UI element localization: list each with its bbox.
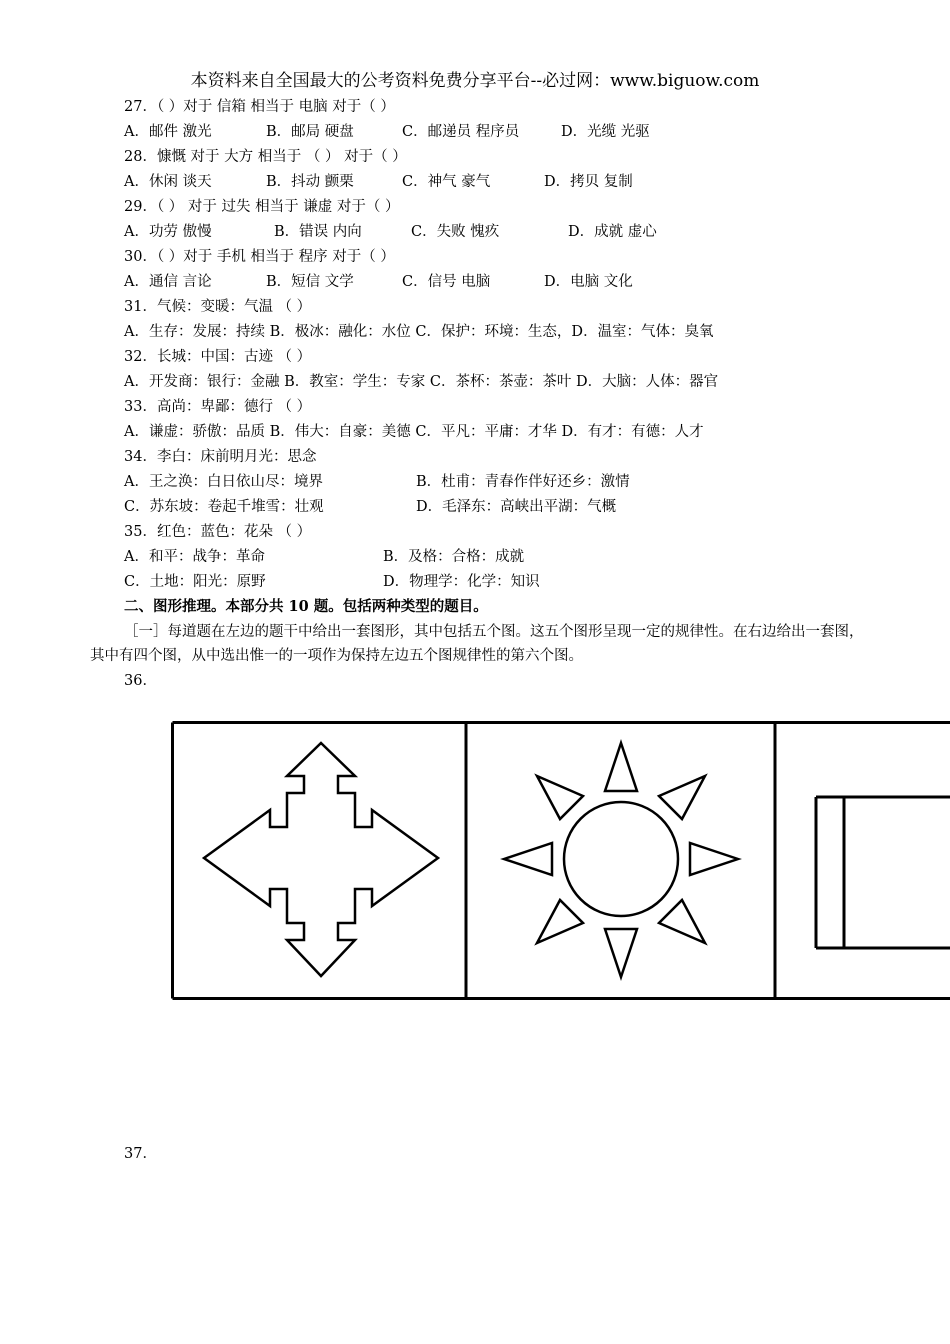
option-a: A．邮件 激光 xyxy=(124,124,212,140)
options-33: A．谦虚：骄傲：品质 B．伟大：自豪：美德 C．平凡：平庸：才华 D．有才：有德：人才 xyxy=(124,424,704,440)
option-d: D．电脑 文化 xyxy=(544,274,633,290)
option-b: B．及格：合格：成就 xyxy=(383,549,525,565)
option-a: A．王之涣：白日依山尽：境界 xyxy=(124,474,323,490)
option-a: A．和平：战争：革命 xyxy=(124,549,265,565)
sun-ray-top-left xyxy=(537,776,583,819)
sun-ray-bottom-left xyxy=(537,900,583,943)
sun-icon xyxy=(504,743,738,977)
option-b: B．短信 文学 xyxy=(266,274,354,290)
question-35: 35．红色：蓝色：花朵 （ ） xyxy=(124,524,312,540)
option-b: B．杜甫：青春作伴好还乡：激情 xyxy=(416,474,630,490)
option-b: B．错误 内向 xyxy=(274,224,362,240)
sun-ray-top-right xyxy=(659,776,705,819)
page-header: 本资料来自全国最大的公考资料免费分享平台--必过网：www.biguow.com xyxy=(190,71,760,91)
question-30: 30．（ ）对于 手机 相当于 程序 对于（ ） xyxy=(124,249,395,265)
options-31: A．生存：发展：持续 B．极冰：融化：水位 C．保护：环境：生态，D．温室：气体：臭氧 xyxy=(124,324,714,340)
option-a: A．通信 言论 xyxy=(124,274,212,290)
option-c: C．土地：阳光：原野 xyxy=(124,574,266,590)
question-36-figure-strip xyxy=(171,721,950,1002)
question-33: 33．高尚：卑鄙：德行 （ ） xyxy=(124,399,312,415)
question-29: 29．（ ） 对于 过失 相当于 谦虚 对于（ ） xyxy=(124,199,400,215)
sun-ray-bottom-right xyxy=(659,900,705,943)
question-28: 28．慷慨 对于 大方 相当于 （ ） 对于（ ） xyxy=(124,149,407,165)
sun-ray-right xyxy=(690,843,738,875)
options-32: A．开发商：银行：金融 B．教室：学生：专家 C．茶杯：茶壶：茶叶 D．大脑：人体：器官 xyxy=(124,374,719,390)
question-32: 32．长城：中国：古迹 （ ） xyxy=(124,349,312,365)
rectangle-shape-icon xyxy=(816,797,950,948)
option-d: D．光缆 光驱 xyxy=(561,124,650,140)
instruction-paragraph: ［一］每道题在左边的题干中给出一套图形，其中包括五个图。这五个图形呈现一定的规律性。在右边给出一套图，其中有四个图，从中选出惟一的一项作为保持左边五个图规律性的第六个图。 xyxy=(90,624,864,664)
option-c: C．信号 电脑 xyxy=(402,274,491,290)
option-a: A．休闲 谈天 xyxy=(124,174,212,190)
option-d: D．成就 虚心 xyxy=(568,224,657,240)
option-d: D．毛泽东：高峡出平湖：气概 xyxy=(416,499,617,515)
option-d: D．物理学：化学：知识 xyxy=(383,574,540,590)
sun-ray-bottom xyxy=(605,929,637,977)
option-b: B．邮局 硬盘 xyxy=(266,124,354,140)
sun-circle xyxy=(564,802,678,916)
question-37-label: 37． xyxy=(124,1146,157,1162)
option-a: A．功劳 傲慢 xyxy=(124,224,212,240)
question-31: 31．气候：变暖：气温 （ ） xyxy=(124,299,312,315)
question-34: 34．李白：床前明月光：思念 xyxy=(124,449,317,465)
option-c: C．神气 豪气 xyxy=(402,174,491,190)
option-c: C．苏东坡：卷起千堆雪：壮观 xyxy=(124,499,324,515)
question-36-label: 36． xyxy=(124,673,157,689)
section-title: 二、图形推理。本部分共 10 题。包括两种类型的题目。 xyxy=(124,598,488,615)
sun-ray-top xyxy=(605,743,637,791)
sun-ray-left xyxy=(504,843,552,875)
question-27: 27．（ ）对于 信箱 相当于 电脑 对于（ ） xyxy=(124,99,395,115)
option-c: C．失败 愧疚 xyxy=(411,224,500,240)
option-d: D．拷贝 复制 xyxy=(544,174,633,190)
option-b: B．抖动 颤栗 xyxy=(266,174,354,190)
option-c: C．邮递员 程序员 xyxy=(402,124,520,140)
four-arrow-cross-icon xyxy=(204,743,438,976)
